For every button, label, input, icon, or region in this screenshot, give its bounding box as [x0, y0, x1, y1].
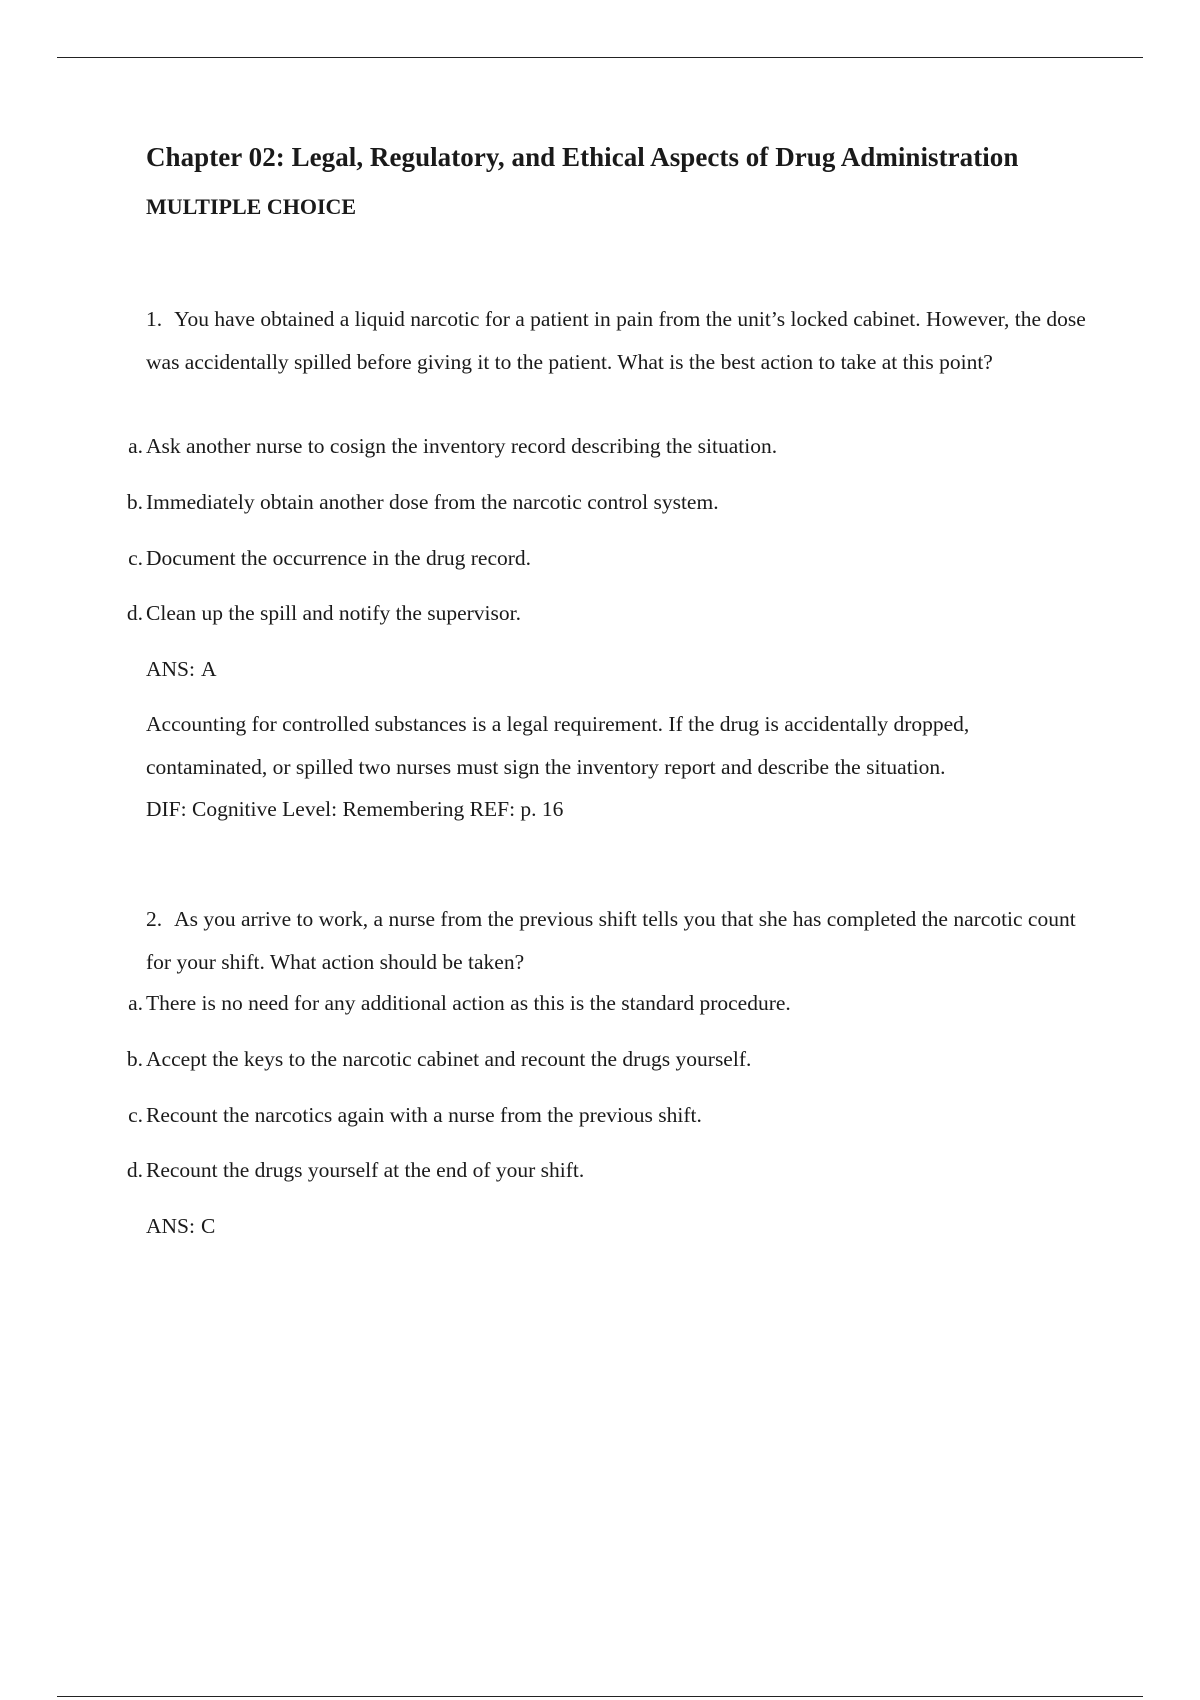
- question-1-option-c: [128, 543, 532, 573]
- question-1-rationale: Accounting for controlled substances is a legal requirement. If the drug is accidentally dropped, contaminated, or spilled two nurses must sign the inventory report and describe the situation.: [146, 712, 970, 779]
- question-2-stem: [146, 898, 1091, 983]
- question-2-answer: [146, 1211, 215, 1241]
- option-letter: b.: [126, 1047, 143, 1071]
- question-1-answer: [146, 654, 217, 684]
- question-1-text: You have obtained a liquid narcotic for a patient in pain from the unit’s locked cabinet. However, the dose was accidentally spilled before giving it to the patient. What is the best action to take at this point?: [146, 307, 1086, 374]
- question-1-option-b: [126, 487, 719, 517]
- question-1-option-d: [126, 598, 522, 628]
- header-rule: [57, 57, 1143, 58]
- question-1-number: 1.: [146, 307, 163, 331]
- chapter-title: Chapter 02: Legal, Regulatory, and Ethical Aspects of Drug Administration: [146, 142, 1019, 172]
- option-letter: d.: [126, 601, 143, 625]
- question-2-option-c: [128, 1100, 702, 1130]
- option-letter: a.: [128, 991, 143, 1015]
- option-text: Recount the drugs yourself at the end of your shift.: [146, 1158, 585, 1182]
- option-letter: b.: [126, 490, 143, 514]
- answer-label: ANS:: [146, 657, 195, 681]
- footer-rule: [57, 1696, 1143, 1697]
- answer-value: A: [200, 657, 217, 681]
- question-1-stem: [146, 298, 1091, 383]
- question-2-option-b: [126, 1044, 752, 1074]
- question-2-text: As you arrive to work, a nurse from the previous shift tells you that she has completed the narcotic count for your shift. What action should be taken?: [146, 907, 1076, 974]
- question-1-difficulty-reference: DIF: Cognitive Level: Remembering REF: p. 16: [146, 797, 564, 821]
- option-letter: a.: [128, 434, 143, 458]
- option-text: There is no need for any additional action as this is the standard procedure.: [146, 991, 791, 1015]
- section-heading: MULTIPLE CHOICE: [146, 194, 357, 219]
- option-text: Ask another nurse to cosign the inventory record describing the situation.: [146, 434, 778, 458]
- option-letter: d.: [126, 1158, 143, 1182]
- question-2-option-a: [128, 988, 791, 1018]
- option-text: Document the occurrence in the drug record.: [146, 546, 532, 570]
- question-2-option-d: [126, 1155, 585, 1185]
- option-text: Recount the narcotics again with a nurse from the previous shift.: [146, 1103, 702, 1127]
- question-2-number: 2.: [146, 907, 163, 931]
- option-text: Clean up the spill and notify the supervisor.: [146, 601, 522, 625]
- question-1-option-a: [128, 431, 778, 461]
- option-letter: c.: [128, 546, 143, 570]
- option-text: Immediately obtain another dose from the narcotic control system.: [146, 490, 719, 514]
- answer-value: C: [200, 1214, 216, 1238]
- option-text: Accept the keys to the narcotic cabinet and recount the drugs yourself.: [146, 1047, 752, 1071]
- option-letter: c.: [128, 1103, 143, 1127]
- answer-label: ANS:: [146, 1214, 195, 1238]
